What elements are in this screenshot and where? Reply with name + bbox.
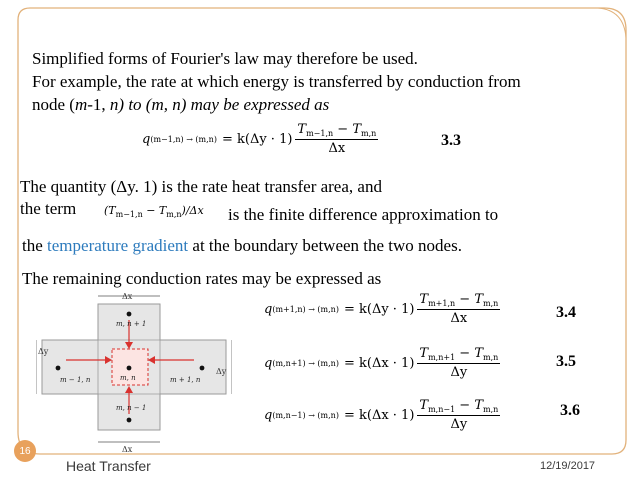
node-top-dot <box>127 312 132 317</box>
label-right-dy: Δy <box>216 367 227 376</box>
label-node-left: m − 1, n <box>60 376 91 384</box>
node-left-dot <box>56 366 61 371</box>
footer-title: Heat Transfer <box>66 458 151 474</box>
equation-number-3-5: 3.5 <box>556 353 576 370</box>
label-node-right: m + 1, n <box>170 376 201 384</box>
label-bottom-dx: Δx <box>122 445 133 454</box>
para1-line2: For example, the rate at which energy is transferred by conduction from <box>32 72 521 91</box>
label-node-top: m, n + 1 <box>116 320 147 328</box>
para2-line1: The quantity (Δy. 1) is the rate heat transfer area, and <box>20 177 382 196</box>
para2-line2-post: is the finite difference approximation to <box>228 205 499 224</box>
para3: The remaining conduction rates may be expressed as <box>22 269 382 288</box>
finite-difference-term: $(T_{m-1,n} - T_{m,n})/\Delta x$ <box>104 204 204 219</box>
equation-3-5: q (m,n+1) → (m,n) = k(Δx · 1) $\frac{T_{m,n+1} - T_{m,n}}{\Delta y}$ <box>264 346 499 380</box>
footer-date: 12/19/2017 <box>540 460 596 472</box>
label-node-bottom: m, n − 1 <box>116 404 147 412</box>
para1-line1: Simplified forms of Fourier's law may therefore be used. <box>32 49 418 68</box>
para2-line3: the temperature gradient at the boundary between the two nodes. <box>22 236 462 255</box>
label-top-dx: Δx <box>122 292 133 301</box>
equation-number-3-4: 3.4 <box>556 304 576 321</box>
para1-line3: node (m-1, n) to (m, n) may be expressed as <box>32 95 330 114</box>
node-center-dot <box>127 366 132 371</box>
para2-line2-pre: the term <box>20 199 77 218</box>
equation-number-3-6: 3.6 <box>560 402 580 419</box>
temperature-gradient-link[interactable]: temperature gradient <box>47 236 189 255</box>
equation-number-3-3: 3.3 <box>441 132 461 149</box>
label-node-center: m, n <box>120 374 136 382</box>
node-right-dot <box>200 366 205 371</box>
equation-3-3: q (m−1,n) → (m,n) = k(Δy · 1) $\frac{T_{m-1,n} - T_{m,n}}{\Delta x}$ <box>142 122 377 156</box>
page-number-badge: 16 <box>14 440 36 462</box>
node-grid-diagram <box>36 290 232 454</box>
equation-3-6: q (m,n−1) → (m,n) = k(Δx · 1) $\frac{T_{m,n-1} - T_{m,n}}{\Delta y}$ <box>264 398 499 432</box>
label-left-dy: Δy <box>38 347 49 356</box>
equation-3-4: q (m+1,n) → (m,n) = k(Δy · 1) $\frac{T_{m+1,n} - T_{m,n}}{\Delta x}$ <box>264 292 499 326</box>
node-bottom-dot <box>127 418 132 423</box>
